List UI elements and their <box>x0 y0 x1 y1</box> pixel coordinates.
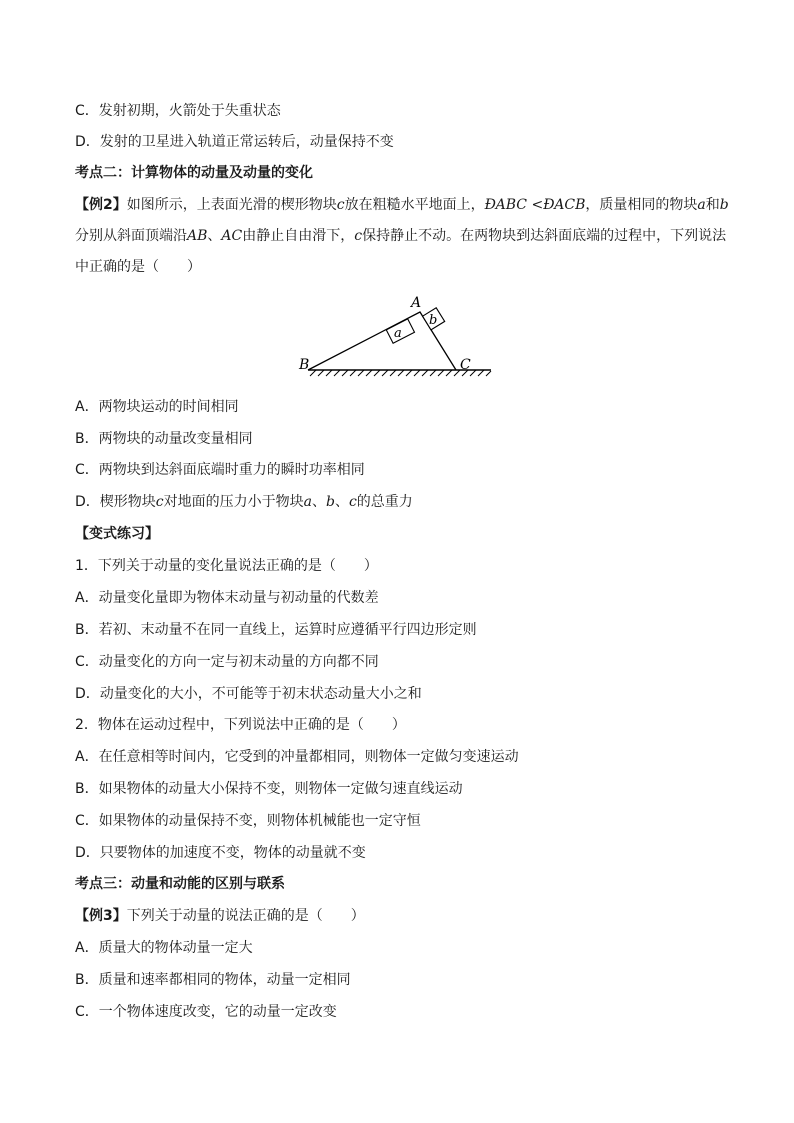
example2-text: 分别从斜面顶端沿 <box>75 228 187 244</box>
practice2-option-a: A．在任意相等时间内，它受到的冲量都相同，则物体一定做匀变速运动 <box>75 749 519 765</box>
practice1-question: 1．下列关于动量的变化量说法正确的是（ ） <box>75 558 378 574</box>
example2-line1 <box>75 195 729 215</box>
practice-title: 【变式练习】 <box>75 526 159 542</box>
example2-line3: 中正确的是（ ） <box>75 259 201 275</box>
example2-tag: 【例2】 <box>75 197 127 213</box>
label-vertex-C: C <box>460 357 471 373</box>
var-c: c <box>354 228 363 244</box>
example2-text: ，质量相同的物块 <box>585 197 698 213</box>
practice1-option-a: A．动量变化量即为物体末动量与初动量的代数差 <box>75 590 379 606</box>
separator: 、 <box>311 494 326 510</box>
var-ab: AB <box>187 228 208 244</box>
example2-text: 保持静止不动。在两物块到达斜面底端的过程中，下列说法 <box>362 228 727 244</box>
practice2-option-d: D．只要物体的加速度不变，物体的动量就不变 <box>75 845 366 861</box>
q1-option-d: D．发射的卫星进入轨道正常运转后，动量保持不变 <box>75 134 394 150</box>
q1-option-c: C．发射初期，火箭处于失重状态 <box>75 103 281 119</box>
example3-option-b: B．质量和速率都相同的物体，动量一定相同 <box>75 972 351 988</box>
example2-option-b: B．两物块的动量改变量相同 <box>75 431 253 447</box>
var-a: a <box>303 494 312 510</box>
var-c: c <box>155 494 164 510</box>
var-c: c <box>336 197 345 213</box>
practice2-option-b: B．如果物体的动量大小保持不变，则物体一定做匀速直线运动 <box>75 781 463 797</box>
section2-title: 考点二：计算物体的动量及动量的变化 <box>75 165 313 181</box>
section3-title: 考点三：动量和动能的区别与联系 <box>75 876 285 892</box>
angle-relation: ÐABC <ÐACB <box>484 197 586 213</box>
label-a: a <box>394 326 402 341</box>
example2-text: 由静止自由滑下， <box>242 228 355 244</box>
var-ac: AC <box>221 228 243 244</box>
example3-text: 下列关于动量的说法正确的是（ ） <box>126 908 365 924</box>
label-vertex-B: B <box>299 357 310 373</box>
separator: 、 <box>334 494 349 510</box>
var-b: b <box>325 494 335 510</box>
example2-option-a: A．两物块运动的时间相同 <box>75 399 239 415</box>
example2-option-d <box>75 492 413 512</box>
practice1-option-d: D．动量变化的大小，不可能等于初末状态动量大小之和 <box>75 686 422 702</box>
var-c: c <box>348 494 357 510</box>
example2-line2 <box>75 226 726 246</box>
separator: 、 <box>207 228 222 244</box>
practice1-option-c: C．动量变化的方向一定与初末动量的方向都不同 <box>75 654 379 670</box>
example3-tag: 【例3】 <box>75 908 127 924</box>
option-text: 的总重力 <box>356 494 413 510</box>
var-a: a <box>697 197 706 213</box>
practice1-option-b: B．若初、末动量不在同一直线上，运算时应遵循平行四边形定则 <box>75 622 477 638</box>
label-vertex-A: A <box>411 295 422 311</box>
var-b: b <box>719 197 729 213</box>
practice2-option-c: C．如果物体的动量保持不变，则物体机械能也一定守恒 <box>75 813 421 829</box>
example2-text: 放在粗糙水平地面上， <box>344 197 485 213</box>
label-b: b <box>429 313 438 328</box>
practice2-question: 2．物体在运动过程中，下列说法中正确的是（ ） <box>75 717 406 733</box>
example3-option-a: A．质量大的物体动量一定大 <box>75 940 253 956</box>
example3-question <box>75 906 365 926</box>
example2-text: 和 <box>705 197 720 213</box>
option-text: 对地面的压力小于物块 <box>163 494 304 510</box>
example3-option-c: C．一个物体速度改变，它的动量一定改变 <box>75 1004 337 1020</box>
example2-option-c: C．两物块到达斜面底端时重力的瞬时功率相同 <box>75 462 365 478</box>
wedge-figure <box>296 290 496 382</box>
example2-text: 如图所示，上表面光滑的楔形物块 <box>126 197 337 213</box>
option-text: D．楔形物块 <box>75 494 156 510</box>
